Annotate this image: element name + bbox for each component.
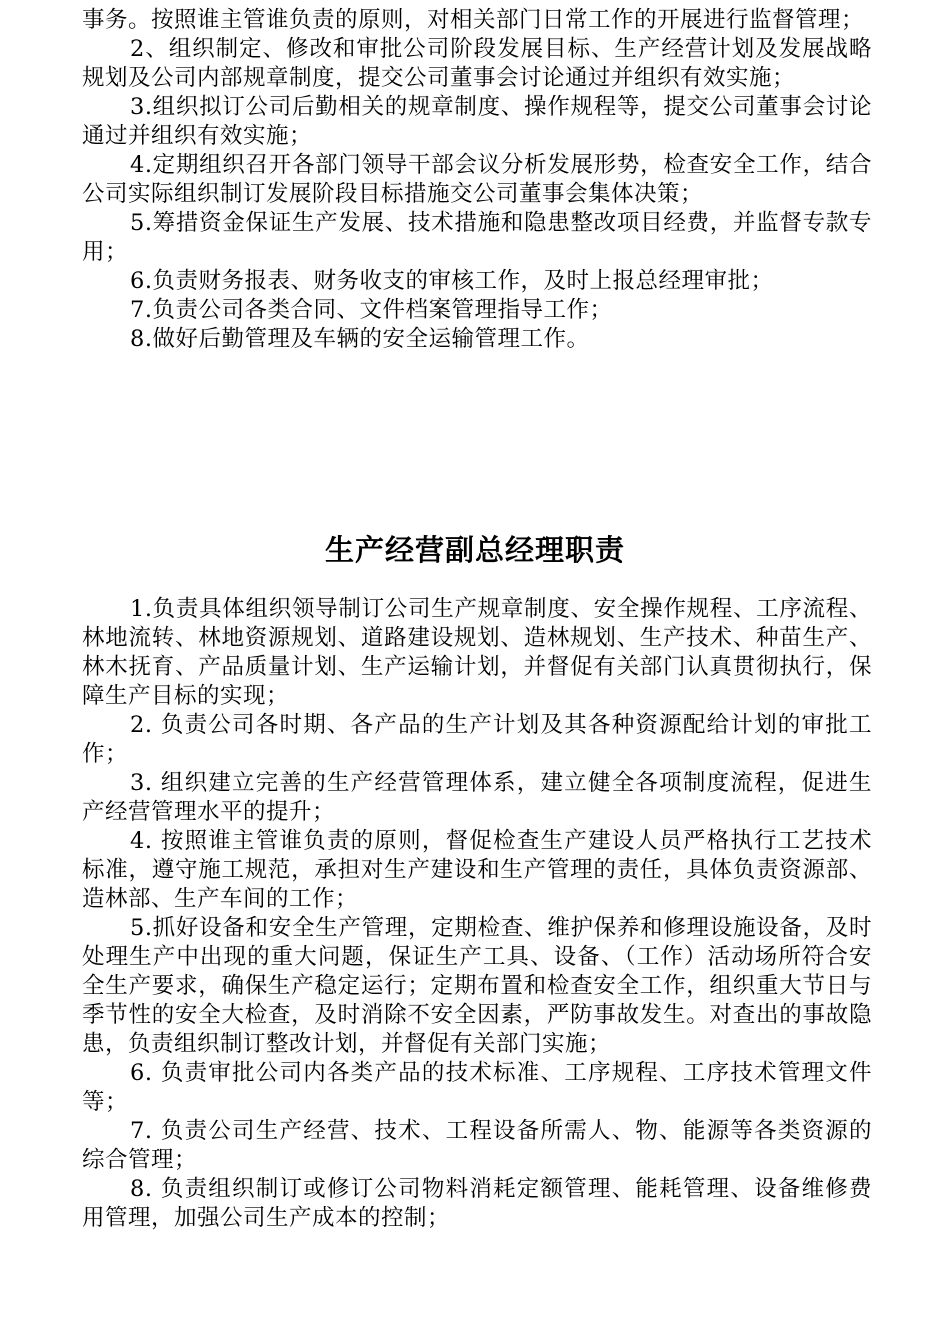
production-duty-item-6: 6. 负责审批公司内各类产品的技术标准、工序规程、工序技术管理文件等；: [82, 1060, 872, 1115]
section-title: 生产经营副总经理职责: [324, 533, 625, 567]
production-duty-item-8: 8. 负责组织制订或修订公司物料消耗定额管理、能耗管理、设备维修费用管理，加强公司生产成本的控制；: [82, 1176, 872, 1231]
duty-item-3: 3.组织拟订公司后勤相关的规章制度、操作规程等，提交公司董事会讨论通过并组织有效实施；: [82, 94, 872, 149]
duties-list-continued: [82, 6, 872, 354]
duty-item-7: 7.负责公司各类合同、文件档案管理指导工作；: [130, 297, 613, 323]
production-duty-item-5: 5.抓好设备和安全生产管理，定期检查、维护保养和修理设施设备，及时处理生产中出现的重大问题，保证生产工具、设备、（工作）活动场所符合安全生产要求，确保生产稳定运行；定期布置和检查安全工作，组织重大节日与季节性的安全大检查，及时消除不安全因素，严防事故发生。对查出的事故隐患，负责组织制订整改计划，并督促有关部门实施；: [82, 915, 872, 1057]
production-duty-item-4: 4. 按照谁主管谁负责的原则，督促检查生产建设人员严格执行工艺技术标准，遵守施工规范，承担对生产建设和生产管理的责任，具体负责资源部、造林部、生产车间的工作；: [82, 828, 872, 912]
duty-item-6: 6.负责财务报表、财务收支的审核工作，及时上报总经理审批；: [130, 268, 774, 294]
production-duties-list: [82, 595, 872, 1233]
duty-item-5: 5.筹措资金保证生产发展、技术措施和隐患整改项目经费，并监督专款专用；: [82, 210, 872, 265]
paragraph-continued: 事务。按照谁主管谁负责的原则，对相关部门日常工作的开展进行监督管理；: [82, 7, 865, 33]
production-duty-item-1: 1.负责具体组织领导制订公司生产规章制度、安全操作规程、工序流程、林地流转、林地资源规划、道路建设规划、造林规划、生产技术、种苗生产、林木抚育、产品质量计划、生产运输计划，并督促有关部门认真贯彻执行，保障生产目标的实现；: [82, 596, 872, 709]
production-duty-item-2: 2. 负责公司各时期、各产品的生产计划及其各种资源配给计划的审批工作；: [82, 712, 872, 767]
duty-item-2: 2、组织制定、修改和审批公司阶段发展目标、生产经营计划及发展战略规划及公司内部规章制度，提交公司董事会讨论通过并组织有效实施；: [82, 36, 872, 91]
production-duty-item-7: 7. 负责公司生产经营、技术、工程设备所需人、物、能源等各类资源的综合管理；: [82, 1118, 872, 1173]
production-duty-item-3: 3. 组织建立完善的生产经营管理体系，建立健全各项制度流程，促进生产经营管理水平的提升；: [82, 770, 872, 825]
duty-item-4: 4.定期组织召开各部门领导干部会议分析发展形势，检查安全工作，结合公司实际组织制订发展阶段目标措施交公司董事会集体决策；: [82, 152, 872, 207]
duty-item-8: 8.做好后勤管理及车辆的安全运输管理工作。: [130, 326, 590, 352]
